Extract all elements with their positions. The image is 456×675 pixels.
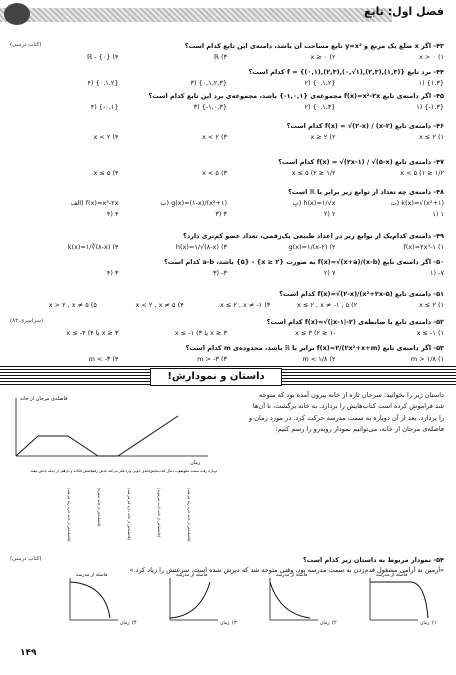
q54-graphs xyxy=(10,570,446,630)
question-۴۸ xyxy=(10,188,444,218)
diagram-phase-label: قبل از اینکه یادش بیفتد xyxy=(30,469,66,473)
question-۵۱ xyxy=(10,290,444,309)
q54-graph-option[interactable] xyxy=(370,573,437,626)
diagram-phase-label: او خوب دنبال کتاب‌هایش xyxy=(149,469,187,473)
answer-options xyxy=(10,210,444,218)
question-stem: ۴۹- دامنه‌ی کدام‌یک از توابع زیر در اعداد طبیعی یک‌رقمی، تعداد عضو کم‌تری دارد؟ xyxy=(183,232,444,240)
answer-option[interactable]: ۱ (۱ xyxy=(432,210,444,218)
diagram-phase-note: (فاصله‌اش از خانه داره زیاد می‌شه) xyxy=(67,488,71,542)
graph-x-label: زمان xyxy=(220,621,230,626)
graph-curve xyxy=(370,582,428,618)
diagram-phase-label: خانه‌ی خوبی وارد xyxy=(125,469,151,473)
question-stem: ۴۵- اگر دامنه‌ی تابع f(x)=x²-۲x مجموعه‌ی {۱,۰,۱-} باشد، مجموعه‌ی برد این تابع کدام است؟ xyxy=(148,92,444,100)
graph-curve xyxy=(170,582,210,618)
answer-option[interactable]: ۴ (۴ xyxy=(106,210,119,218)
graph-option-number: (۴ xyxy=(132,620,137,626)
question-۴۹ xyxy=(10,232,444,251)
answer-options xyxy=(10,269,444,277)
answer-option[interactable]: x ≥ ۰ (۲ xyxy=(310,53,336,61)
graph-x-label: زمان xyxy=(120,621,130,626)
answer-option[interactable]: x < ۵ (۳ xyxy=(201,169,227,177)
answer-option[interactable]: {۱,۰,۳-} (۳ xyxy=(193,103,227,111)
q54-graph-option[interactable] xyxy=(170,573,237,626)
story-diagram xyxy=(8,392,218,560)
diagram-phase-label: دوباره رفت سمت مدرسه xyxy=(178,469,218,473)
diagram-xlabel: زمان xyxy=(190,460,201,466)
question-stem: ۵۰- اگر دامنه‌ی تابع f(x)=√(x+a)/(x-b) به صورت {x ≥ ۲} - {۵} باشد، a-b کدام است؟ xyxy=(164,258,444,266)
answer-option[interactable]: x ≤ -۱ (۱ xyxy=(416,329,444,337)
question-۵۲ xyxy=(10,318,444,337)
answer-options xyxy=(10,199,444,207)
answer-option[interactable]: g(x)=۱/(x-۲) (۲ xyxy=(288,243,336,251)
answer-option[interactable]: f(x)=x³-۲x (الف xyxy=(70,199,119,207)
question-stem: ۴۳- اگر x ضلع یک مربع و y=x² تابع مساحت آن باشد، دامنه‌ی این تابع کدام است؟ xyxy=(184,42,444,50)
answer-option[interactable]: h(x)=۱/√(۸-x) (۳ xyxy=(175,243,227,251)
question-stem: ۵۱- دامنه‌ی تابع f(x)=√(۲-x)/(x²+۲x-۵) کدام است؟ xyxy=(279,290,444,298)
diagram-phase-note: (فاصله‌اش از خانه داره کم می‌شه) xyxy=(127,488,131,541)
answer-option[interactable]: ۲ (۲ xyxy=(323,210,336,218)
diagram-phase-note: (فاصله‌اش از خانه داره زیاد می‌شه) xyxy=(187,488,191,542)
question-source: (کتاب درسی) xyxy=(10,42,42,48)
graph-curve xyxy=(270,582,310,618)
answer-option[interactable]: ۳ (۴ xyxy=(106,269,119,277)
graph-y-label: فاصله از مدرسه xyxy=(76,573,108,578)
answer-option[interactable]: x > ۲ , x ≠ ۵ (۵ xyxy=(48,301,97,309)
answer-option[interactable]: x ≤ ۲ (۱ xyxy=(418,133,444,141)
q54-graph-option[interactable] xyxy=(270,573,337,626)
answer-option[interactable]: k(x)=√(x²+۱) (ت xyxy=(390,199,444,207)
answer-options xyxy=(10,243,444,251)
answer-option[interactable]: {۰,۱,۳} (۲ xyxy=(304,103,336,111)
question-source: (سراسری ۸۴) xyxy=(10,318,44,324)
question-stem: ۴۶- دامنه‌ی تابع f(x) = √(۲-x) / (x-۲) کدام است؟ xyxy=(286,122,444,130)
answer-option[interactable]: m > -۳ (۳ xyxy=(197,355,227,363)
answer-option[interactable]: x < ۲ (۳ xyxy=(201,133,227,141)
question-stem: ۵۳- اگر دامنه‌ی تابع f(x)=۲/(۲x²+x+m) برابر با ℝ باشد، محدوده‌ی m کدام است؟ xyxy=(185,344,444,352)
diagram-ylabel: فاصله‌ی مرجان از خانه xyxy=(20,396,68,402)
answer-option[interactable]: {۰,۱,۲} (۲ xyxy=(304,79,336,87)
answer-option[interactable]: ۷- (۱ xyxy=(430,269,444,277)
answer-option[interactable]: m > ۱/۸ (۱ xyxy=(410,355,444,363)
q54-graph-option[interactable] xyxy=(70,573,137,626)
answer-option[interactable]: k(x)=۱/∛(۸-x) (۴ xyxy=(67,243,119,251)
answer-option[interactable]: x ≥ ۳ یا x ≤ -۴ (۴ xyxy=(66,329,119,337)
answer-option[interactable]: {۰,۱,۲} (۴ xyxy=(87,79,119,87)
answer-option[interactable]: ۳- (۳ xyxy=(213,269,227,277)
question-stem: ۵۲- دامنه‌ی تابع با ضابطه‌ی f(x)=√(|x-۱|-۲) کدام است؟ xyxy=(266,318,444,326)
answer-option[interactable]: x < ۲ , x ≠ ۵ (۴ xyxy=(135,301,184,309)
question-story: «آرمین به آرامی مشغول قدم‌زدن به سمت مدرسه بود، وقتی متوجه شد که دیرش شده است، سرعتش را زیاد کرد.» xyxy=(129,566,444,574)
answer-option[interactable]: {۰,۱,۲,۳} (۳ xyxy=(190,79,227,87)
answer-option[interactable]: -۱ ≤ x ≤ ۳ (۲ xyxy=(295,329,336,337)
question-۵۳ xyxy=(10,344,444,363)
logo-icon xyxy=(4,3,30,25)
answer-options xyxy=(10,133,444,141)
question-stem: ۴۴- برد تابع f = {(۰,۱),(۲,۳),(۰,√۱),(۲,۳),(۱,۳)} کدام است؟ xyxy=(248,68,444,76)
graph-option-number: (۱ xyxy=(432,620,437,626)
diagram-phase-note: (فاصله‌اش از خانه ثابت می‌مونه) xyxy=(157,488,161,537)
diagram-phase-note: (فاصله‌اش از خانه صفره) xyxy=(97,488,101,527)
answer-option[interactable]: ℝ - {۰} (۴ xyxy=(87,53,119,61)
graph-option-number: (۳ xyxy=(232,620,237,626)
question-source: (کتاب درسی) xyxy=(10,556,42,562)
answer-options xyxy=(10,355,444,363)
answer-option[interactable]: ۱/۲ ≤ x < ۵ (۱ xyxy=(400,169,444,177)
question-۴۵ xyxy=(10,92,444,111)
answer-option[interactable]: x ≤ ۲ (۱ xyxy=(418,301,444,309)
graph-option-number: (۲ xyxy=(332,620,337,626)
answer-options xyxy=(10,301,444,309)
answer-option[interactable]: ℝ (۳ xyxy=(213,53,227,61)
graph-y-label: فاصله از مدرسه xyxy=(176,573,208,578)
graph-curve xyxy=(70,582,110,618)
answer-option[interactable]: ۳ (۳ xyxy=(215,210,227,218)
question-stem: ۴۷- دامنه‌ی تابع f(x) = √(۲x-۱) / √(۵-x) کدام است؟ xyxy=(278,158,444,166)
answer-option[interactable]: m < -۳ (۴ xyxy=(88,355,119,363)
answer-option[interactable]: x ≥ ۲ (۲ xyxy=(310,133,336,141)
section-title: داستان و نمودارش! xyxy=(150,368,282,386)
answer-option[interactable]: h(x)=۱/√x (پ xyxy=(292,199,336,207)
answer-option[interactable]: x > ۰ (۱ xyxy=(418,53,444,61)
answer-option[interactable]: x ≥ ۳ یا x ≤ -۱ (۳ xyxy=(174,329,227,337)
answer-option[interactable]: x ≤ ۲ , x ≠ -۱ , ۵ (۲ xyxy=(297,301,358,309)
answer-option[interactable]: {۰,۱-} (۴ xyxy=(90,103,119,111)
question-stem: ۵۴- نمودار مربوط به داستان زیر کدام است؟ xyxy=(303,556,444,564)
graph-x-label: زمان xyxy=(420,621,430,626)
answer-option[interactable]: m < ۱/۸ (۲ xyxy=(302,355,336,363)
header-pattern xyxy=(0,8,392,22)
diagram-line xyxy=(16,416,178,456)
answer-option[interactable]: g(x)=(۱-x)/(x²+۱) (ب xyxy=(160,199,227,207)
answer-option[interactable]: x < ۲ (۴ xyxy=(93,133,119,141)
answer-options xyxy=(10,79,444,87)
answer-options xyxy=(10,103,444,111)
graph-x-label: زمان xyxy=(320,621,330,626)
answer-option[interactable]: x ≤ ۵ (۴ xyxy=(93,169,119,177)
question-۵۰ xyxy=(10,258,444,277)
answer-options xyxy=(10,53,444,61)
question-۴۷ xyxy=(10,158,444,177)
answer-option[interactable]: ۷ (۲ xyxy=(323,269,336,277)
question-۴۳ xyxy=(10,42,444,61)
answer-options xyxy=(10,329,444,337)
graph-y-label: فاصله از مدرسه xyxy=(376,573,408,578)
story-text: داستان زیر را بخوانید: سرجان ثازه از خانه بیرون آمده بود که متوجه شد فراموش کرده است کتاب‌هایش را بردارد. به خانه برگشت، تا آن‌ها را بردارد. بعد از آن دوباره به سمت مدرسه حرکت کرد. در مورد زمان و فاصله‌ی مرجان از خانه، می‌توانیم نمودار روبه‌رو را رسم کنیم: xyxy=(248,391,444,434)
answer-option[interactable]: x ≤ ۲ , x ≠ -۱ (۳ xyxy=(219,301,271,309)
page-header xyxy=(0,0,456,30)
answer-option[interactable]: f(x)=۲x³-۱ (۱ xyxy=(403,243,444,251)
answer-option[interactable]: {۱,۳-} (۱ xyxy=(416,103,444,111)
question-۴۶ xyxy=(10,122,444,141)
diagram-phase-label: فکر می‌کند یادش رفته xyxy=(91,469,125,473)
question-۴۴ xyxy=(10,68,444,87)
question-stem: ۴۸- دامنه‌ی چه تعداد از توابع زیر برابر با ℝ است؟ xyxy=(288,188,444,196)
page-number: ۱۴۹ xyxy=(20,648,37,658)
answer-options xyxy=(10,169,444,177)
chapter-title: فصل اول: تابع xyxy=(364,5,444,18)
diagram-phase-label: پاشش فکاده و داره xyxy=(63,469,93,473)
answer-option[interactable]: ۱/۲ ≤ x ≤ ۵ (۲ xyxy=(291,169,336,177)
graph-y-label: فاصله از مدرسه xyxy=(276,573,308,578)
answer-option[interactable]: {۱,۳} (۱ xyxy=(418,79,444,87)
